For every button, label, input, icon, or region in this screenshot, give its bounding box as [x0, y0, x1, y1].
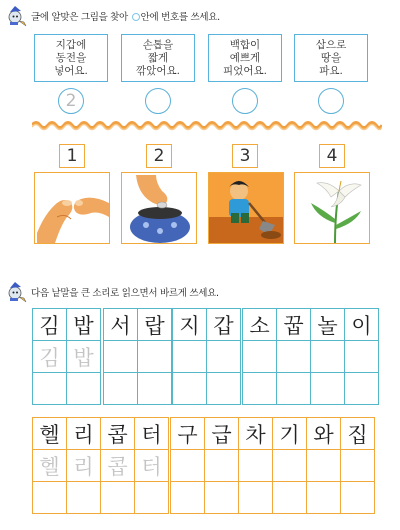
writing-cell[interactable] [135, 482, 169, 514]
trace-char[interactable]: 콥 [101, 450, 135, 482]
instruction-text-2: 다음 낱말을 큰 소리로 읽으면서 바르게 쓰세요. [31, 288, 219, 299]
writing-cell[interactable] [138, 373, 172, 405]
writing-cell[interactable] [239, 450, 273, 482]
model-char: 리 [67, 418, 101, 450]
pencil-mascot-icon [6, 281, 28, 303]
writing-cell[interactable] [173, 341, 207, 373]
writing-cell[interactable] [273, 450, 307, 482]
picture-number-4: 4 [319, 144, 345, 168]
writing-cell[interactable] [205, 482, 239, 514]
picture-cutting-nails [34, 172, 110, 244]
sentence-box-1: 지갑에 동전을 넣어요. [34, 34, 108, 82]
model-char: 김 [33, 309, 67, 341]
instruction-2 [6, 280, 219, 304]
word-grid-jigap [172, 308, 241, 405]
sentence-box-4: 삽으로 땅을 파요. [294, 34, 368, 82]
writing-cell[interactable] [104, 341, 138, 373]
word-grid-seorap [103, 308, 172, 405]
picture-coins-purse [121, 172, 197, 244]
writing-cell[interactable] [273, 482, 307, 514]
instruction-text-1: 글에 알맞은 그림을 찾아 안에 번호를 쓰세요. [31, 12, 220, 23]
writing-cell[interactable] [311, 373, 345, 405]
writing-cell[interactable] [345, 373, 379, 405]
trace-char[interactable]: 헬 [33, 450, 67, 482]
model-char: 놀 [311, 309, 345, 341]
writing-cell[interactable] [307, 450, 341, 482]
answer-circle-1[interactable]: 2 [58, 88, 84, 114]
answer-circle-icon [132, 13, 140, 21]
pencil-mascot-icon [6, 5, 28, 27]
word-grid-ambulance [170, 417, 273, 514]
word-grid-tiled-house [272, 417, 375, 514]
model-char: 랍 [138, 309, 172, 341]
model-char: 꿉 [277, 309, 311, 341]
writing-cell[interactable] [104, 373, 138, 405]
model-char: 차 [239, 418, 273, 450]
picture-number-3: 3 [232, 144, 258, 168]
answer-circle-4[interactable] [318, 88, 344, 114]
model-char: 지 [173, 309, 207, 341]
writing-cell[interactable] [207, 341, 241, 373]
writing-cell[interactable] [243, 373, 277, 405]
writing-cell[interactable] [341, 482, 375, 514]
wavy-divider [32, 118, 382, 132]
writing-cell[interactable] [345, 341, 379, 373]
picture-digging-shovel [208, 172, 284, 244]
writing-cell[interactable] [277, 341, 311, 373]
writing-cell[interactable] [67, 373, 101, 405]
word-grid-helicopter [32, 417, 169, 514]
model-char: 헬 [33, 418, 67, 450]
writing-cell[interactable] [101, 482, 135, 514]
model-char: 소 [243, 309, 277, 341]
sentence-box-2: 손톱을 짧게 깎았어요. [121, 34, 195, 82]
writing-cell[interactable] [67, 482, 101, 514]
answer-circle-2[interactable] [145, 88, 171, 114]
model-char: 구 [171, 418, 205, 450]
trace-char[interactable]: 터 [135, 450, 169, 482]
writing-cell[interactable] [341, 450, 375, 482]
writing-cell[interactable] [277, 373, 311, 405]
trace-char[interactable]: 밥 [67, 341, 101, 373]
trace-char[interactable]: 리 [67, 450, 101, 482]
picture-number-1: 1 [59, 144, 85, 168]
writing-cell[interactable] [171, 450, 205, 482]
writing-cell[interactable] [138, 341, 172, 373]
model-char: 터 [135, 418, 169, 450]
model-char: 기 [273, 418, 307, 450]
writing-cell[interactable] [171, 482, 205, 514]
picture-white-lily [294, 172, 370, 244]
writing-cell[interactable] [239, 482, 273, 514]
word-grid-gimbap [32, 308, 101, 405]
writing-cell[interactable] [207, 373, 241, 405]
sentence-box-3: 백합이 예쁘게 피었어요. [208, 34, 282, 82]
model-char: 콥 [101, 418, 135, 450]
writing-cell[interactable] [33, 373, 67, 405]
writing-cell[interactable] [173, 373, 207, 405]
trace-char[interactable]: 김 [33, 341, 67, 373]
writing-cell[interactable] [33, 482, 67, 514]
model-char: 와 [307, 418, 341, 450]
writing-cell[interactable] [243, 341, 277, 373]
picture-number-2: 2 [146, 144, 172, 168]
model-char: 급 [205, 418, 239, 450]
writing-cell[interactable] [311, 341, 345, 373]
instruction-1 [6, 4, 220, 28]
model-char: 이 [345, 309, 379, 341]
model-char: 서 [104, 309, 138, 341]
word-grid-sokkupnori [242, 308, 379, 405]
answer-circle-3[interactable] [232, 88, 258, 114]
writing-cell[interactable] [205, 450, 239, 482]
model-char: 집 [341, 418, 375, 450]
writing-cell[interactable] [307, 482, 341, 514]
model-char: 갑 [207, 309, 241, 341]
model-char: 밥 [67, 309, 101, 341]
